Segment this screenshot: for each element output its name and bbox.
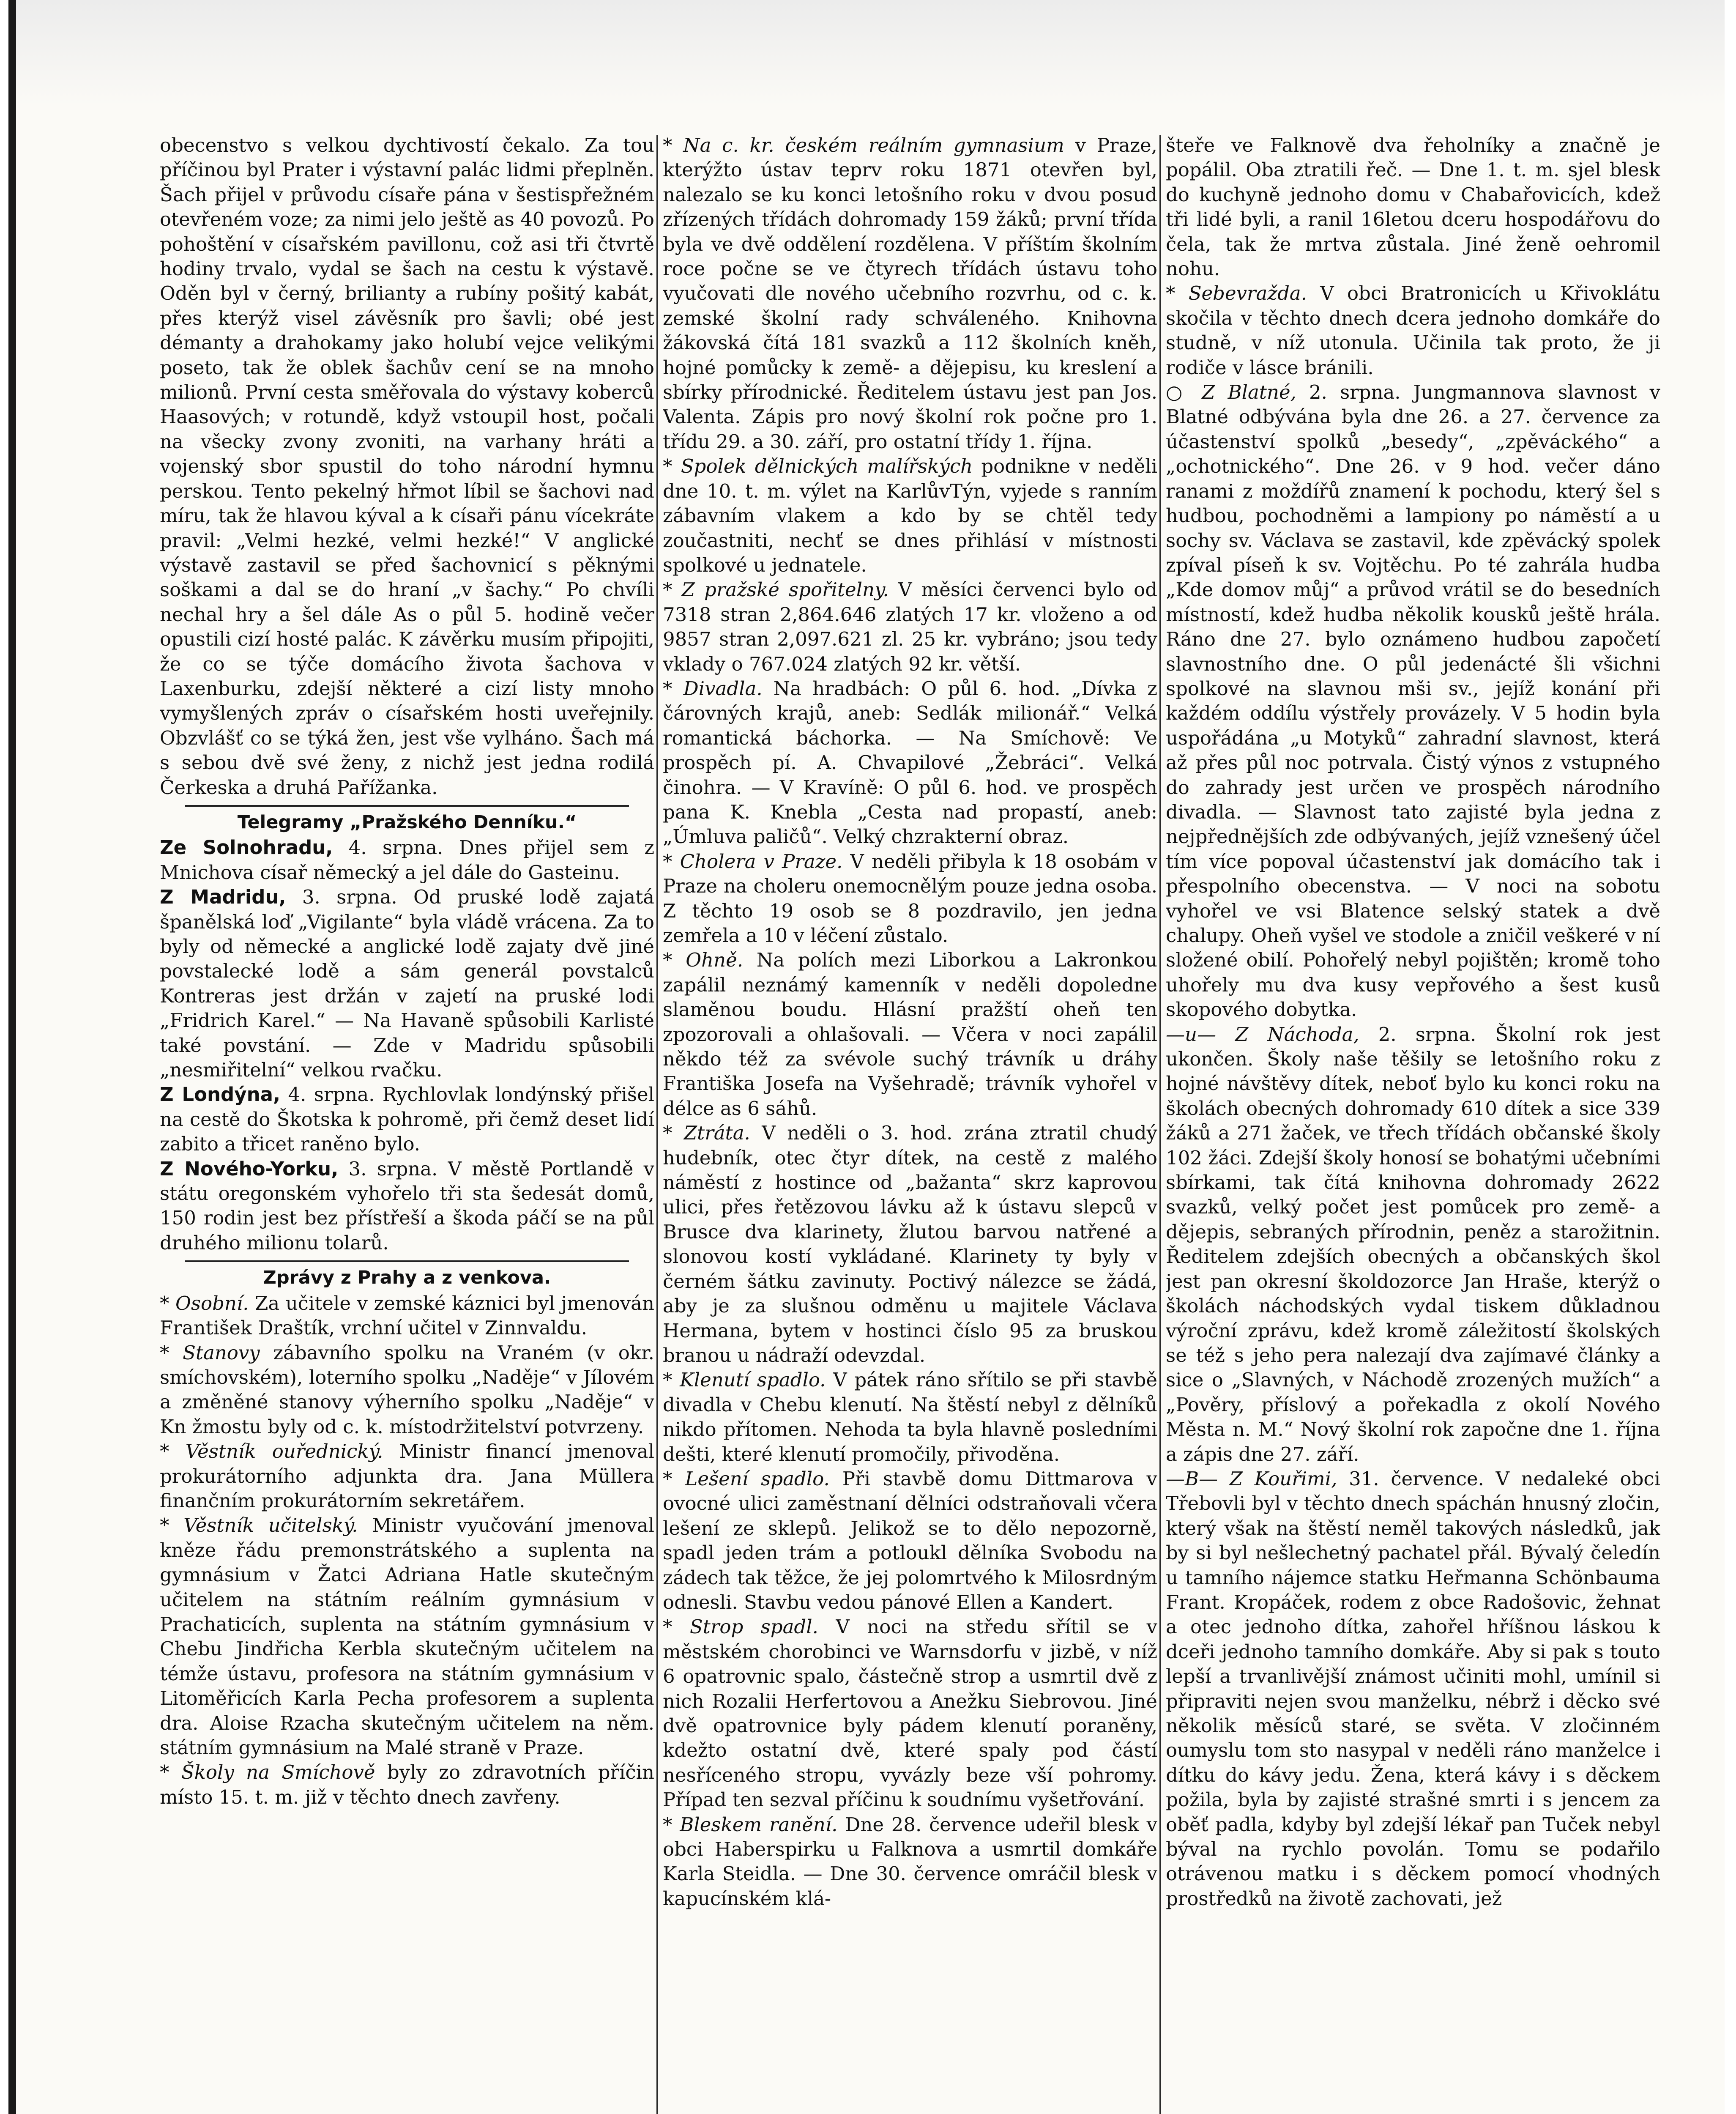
column-rule: [1159, 135, 1161, 2114]
telegram-place: Z Londýna,: [160, 1083, 281, 1106]
news-text: Na polích mezi Liborkou a Lakronkou zapálil neznámý kamenník v neděli dopoledne slaměnou boudu. Hlásní pražští oheň ten zpozorovali a ohlašovali. — Včera v noci zapálil někdo též za svévole suchý trávník u dráhy Františka Josefa na Vyšehradě; trávník vyhořel v délce as 6 sáhů.: [663, 949, 1157, 1120]
news-item: [1166, 1022, 1660, 1467]
news-item: [663, 1368, 1157, 1467]
news-text: V neděli přibyla k 18 osobám v Praze na choleru onemocnělým pouze jedna osoba. Z těchto 19 osob se 8 pozdravilo, jen jedna zemřela a 10 v léčení zůstalo.: [663, 850, 1157, 947]
news-item: [663, 1121, 1157, 1368]
news-lead: * Klenutí spadlo.: [663, 1369, 826, 1391]
telegram-section-heading: Telegramy „Pražského Denníku.“: [237, 811, 577, 833]
news-item: [663, 1467, 1157, 1615]
news-item: [160, 1760, 654, 1810]
news-lead: * Na c. kr. českém reálním gymnasium: [663, 134, 1064, 156]
news-text: v Praze, kterýžto ústav teprv roku 1871 otevřen byl, nalezalo se ku konci letošního roku v dvou posud zřízených třídách dohromady 159 žáků; první třída byla ve dvě oddělení rozdělena. V příštím školním roce počne se ve čtyrech třídách ústavu toho vyučovati dle nového učebního rozvrhu, od c. k. zemské školní rady schváleného. Knihovna žákovská čítá 181 svazků a 112 školních kněh, hojné pomůcky k země- a dějepisu, ku kreslení a sbírky přírodnické. Ředitelem ústavu jest pan Jos. Valenta. Zápis pro nový školní rok počne pro 1. třídu 29. a 30. září, pro ostatní třídy 1. října.: [663, 134, 1157, 453]
news-text: Za učitele v zemské káznici byl jmenován František Draštík, vrchní učitel v Zinnvaldu.: [160, 1292, 654, 1339]
news-lead: * Stanovy: [160, 1341, 260, 1364]
news-item: [160, 1439, 654, 1513]
news-lead: * Věstník učitelský.: [160, 1514, 358, 1537]
news-text: V pátek ráno sřítilo se při stavbě divadla v Chebu klenutí. Na štěstí nebyl z dělníků nikdo přítomen. Nehoda ta byla hlavně posledními dešti, které klenutí promočily, přivoděna.: [663, 1369, 1157, 1465]
telegram-text: 4. srpna. Dnes přijel sem z Mnichova císař německý a jel dále do Gasteinu.: [160, 836, 654, 884]
news-lead: * Strop spadl.: [663, 1616, 818, 1638]
news-item: [663, 1615, 1157, 1812]
news-lead: * Spolek dělnických malířských: [663, 455, 973, 478]
news-lead: * Věstník ouřednický.: [160, 1440, 383, 1463]
news-lead: * Ztráta.: [663, 1122, 750, 1145]
news-lead: —B— Z Kouřimi,: [1166, 1467, 1337, 1490]
news-item: [160, 1341, 654, 1440]
news-text: Na hradbách: O půl 6. hod. „Dívka z čárovných krajů, aneb: Sedlák milionář.“ Velká romantická báchorka. — Na Smíchově: Ve prospěch pí. A. Chvapilové „Žebráci“. Velká činohra. — V Kravíně: O půl 6. hod. ve prospěch pana K. Knebla „Cesta nad propastí, aneb: „Úmluva paličů“. Velký chzrakterní obraz.: [663, 677, 1157, 848]
news-item: [663, 948, 1157, 1121]
column-2: [663, 133, 1157, 2114]
news-text: byly zo zdravotních příčin místo 15. t. m. již v těchto dnech zavřeny.: [160, 1761, 654, 1808]
news-text: 2. srpna. Školní rok jest ukončen. Školy naše těšily se letošního roku z hojné návštěvy dítek, neboť bylo ku konci roku na školách obecných dohromady 610 dítek a sice 339 žáků a 271 žaček, ve třech třídách občanské školy 102 žáci. Zdejší školy honosí se bohatými učebními sbírkami, tak čítá knihovna dohromady 2622 svazků, velký počet jest pomůcek pro země- a dějepis, sebraných přírodnin, peněz a starožitnin. Ředitelem zdejších obecných a občanských škol jest pan okresní školdozorce Jan Hraše, kterýž o školách náchodských vydal tiskem důkladnou výroční zprávu, kdež kromě záležitostí školských se též s jeho pera nalezají dva zajímavé články a sice o „Slavných, v Náchodě zrozených mužích“ a „Pověry, příslový a pořekadla z okolí Nového Města n. M.“ Nový školní rok započne dne 1. října a zápis dne 27. září.: [1166, 1023, 1660, 1465]
news-item: [663, 454, 1157, 578]
news-item: [1166, 281, 1660, 380]
news-lead: ○ Z Blatné,: [1166, 381, 1296, 404]
news-text: Ministr financí jmenoval prokurátorního adjunkta dra. Jana Müllera finančním prokurátorním sekretářem.: [160, 1440, 654, 1512]
page-top-margin: [16, 0, 1725, 106]
column-3: [1166, 133, 1660, 2114]
telegram-place: Z Nového-Yorku,: [160, 1157, 339, 1180]
news-lead: * Osobní.: [160, 1292, 249, 1314]
news-text: V obci Bratronicích u Křivoklátu skočila v těchto dnech dcera jednoho domkáře do studně, v níž utonula. Učinila tak proto, že ji rodiče v lásce bránili.: [1166, 282, 1660, 379]
news-item: [663, 1813, 1157, 1911]
news-text: V noci na středu sřítil se v městském chorobinci ve Warnsdorfu v jizbě, v níž 6 opatrovnic spalo, částečně strop a usmrtil dvě z nich Rozalii Herfertovou a Anežku Siebrovou. Jiné dvě opatrovnice byly pádem klenutí poraněny, kdežto ostatní dvě, které spaly pod částí nesříceného stropu, vyvázly beze vší pohromy. Případ ten sezval příčinu k soudnímu vyšetřování.: [663, 1616, 1157, 1811]
telegram-place: Z Madridu,: [160, 886, 286, 909]
column-rule: [656, 135, 658, 2114]
news-item: [160, 1513, 654, 1760]
newspaper-page: [8, 0, 1725, 2114]
news-text: podnikne v neděli dne 10. t. m. výlet na KarlůvTýn, vyjede s ranním zábavním vlakem a kdo by se chtěl tedy zoučastniti, nechť se dnes přihlásí v místnosti spolkové u jednatele.: [663, 455, 1157, 576]
news-item: [663, 133, 1157, 454]
news-item: [663, 849, 1157, 948]
news-text: zábavního spolku na Vraném (v okr. smíchovském), loterního spolku „Naděje“ v Jílovém a změněné stanovy výherního spolku „Naděje“ v Kn žmostu byly od c. k. místodržitelství potvrzeny.: [160, 1341, 654, 1438]
news-lead: * Z pražské spořitelny.: [663, 578, 889, 601]
news-item: [663, 676, 1157, 849]
article-shah-visit: obecenstvo s velkou dychtivostí čekalo. Za tou příčinou byl Prater i výstavní palác lidmi přeplněn. Šach přijel v průvodu císaře pána v šestispřežném otevřeném voze; za nimi jelo ještě as 40 povozů. Po pohoštění v císařském pavillonu, což asi tři čtvrtě hodiny trvalo, vydal se šach na cestu k výstavě. Oděn byl v černý, brilianty a rubíny pošitý kabát, přes kterýž visel závěsník pro šavli; obé jest démanty a drahokamy jako holubí vejce velikými poseto, tak že oblek šachův cení se na mnoho milionů. První cesta směřovala do výstavy koberců Haasových; v rotundě, když vstoupil host, počali na všecky zvony zvoniti, na varhany hráti a vojenský sbor spustil do toho národní hymnu perskou. Tento pekelný hřmot líbil se šachovi nad míru, tak že hlavou kýval a k císaři pánu vícekráte pravil: „Velmi hezké, velmi hezké!“ V anglické výstavě zastavil se před šachovnicí s pěknými soškami a dal se do hraní „v šachy.“ Po chvíli nechal hry a šel dále As o půl 5. hodině večer opustili cizí hosté palác. K závěrku musím připojiti, že co se týče domácího života šachova v Laxenburku, zdejší některé a cizí listy mnoho vymyšlených zpráv o císařském hosti uveřejnily. Obzvlášť co se týká žen, jest vše vylháno. Šach má s sebou dvě své ženy, z nichž jest jedna rodilá Čerkeska a druhá Pařížanka.: [160, 134, 654, 799]
news-lead: * Lešení spadlo.: [663, 1467, 830, 1490]
news-lead: * Sebevražda.: [1166, 282, 1307, 305]
news-lead: * Školy na Smíchově: [160, 1761, 375, 1784]
news-item: šteře ve Falknově dva řeholníky a značně je popálil. Oba ztratili řeč. — Dne 1. t. m. sjel blesk do kuchyně jednoho domu v Chabařovicích, kdež tři lidé byli, a ranil 16letou dceru hospodářovu do čela, tak že mrtva zůstala. Jiné ženě oehromil nohu.: [1166, 134, 1660, 280]
telegram-item: [160, 1157, 654, 1256]
news-text: V neděli o 3. hod. zrána ztratil chudý hudebník, otec čtyr dítek, na cestě z malého náměstí z hostince od „bažanta“ skrz kaprovou ulici, přes řetězovou lávku až k ústavu slepců v Brusce dva klarinety, žlutou barvou natřené a slonovou kostí vykládané. Klarinety ty byly v černém šátku zavinuty. Poctivý nálezce se žádá, aby je za slušnou odměnu u majitele Václava Hermana, bytem v hostinci číslo 95 za bruskou branou u nádraží odevzdal.: [663, 1122, 1157, 1366]
section-divider: [185, 805, 629, 807]
news-text: V měsíci červenci bylo od 7318 stran 2,864.646 zlatých 17 kr. vloženo a od 9857 stran 2,097.621 zl. 25 kr. vybráno; jsou tedy vklady o 767.024 zlatých 92 kr. větší.: [663, 578, 1157, 675]
news-lead: * Divadla.: [663, 677, 763, 700]
news-section-heading: Zprávy z Prahy a z venkova.: [263, 1267, 551, 1289]
news-lead: * Cholera v Praze.: [663, 850, 843, 873]
news-item: [160, 1291, 654, 1341]
telegram-text: 4. srpna. Rychlovlak londýnský přišel na cestě do Škotska k pohromě, při čemž deset lidí zabito a třicet raněno bylo.: [160, 1083, 654, 1156]
news-item: [1166, 1467, 1660, 1911]
column-1: [160, 133, 654, 2114]
news-lead: —u— Z Náchoda,: [1166, 1023, 1359, 1046]
news-lead: * Bleskem ranění.: [663, 1813, 838, 1836]
news-text: Ministr vyučování jmenoval kněze řádu premonstrátského a suplenta na gymnásium v Žatci Adriana Hatle skutečným učitelem na státním reálním gymnásium v Prachaticích, suplenta na státním gymnásium v Chebu Jindřicha Kerbla skutečným učitelem na témže ústavu, profesora na státním gymnásium v Litoměřicích Karla Pecha profesorem a suplenta dra. Aloise Rzacha skutečným učitelem na něm. státním gymnásium na Malé straně v Praze.: [160, 1514, 654, 1759]
news-text: 31. července. V nedaleké obci Třebovli byl v těchto dnech spáchán hnusný zločin, který však na štěstí neměl takových následků, jak by si byl nešlechetný pachatel přál. Bývalý čeledín u tamního nájemce statku Heřmanna Schönbauma Frant. Kropáček, rodem z obce Radošovic, žehnat a otec jednoho dítka, zahořel hříšnou láskou k dceři jednoho tamního domkáře. Aby si pak s touto lepší a trvanlivější známost učiniti mohl, umínil si připraviti nejen svou manželku, nébrž i děcko své několik měsíců staré, se světa. V zločinném oumyslu tom sto nasypal v neděli ráno manželce i dítku do kávy jedu. Žena, která kávy i s děckem požila, byla by zajisté strašné smrti i s jencem za oběť padla, kdyby byl zdejší lékař pan Tuček nebyl býval na rychlo povolán. Tomu se podařilo otrávenou matku i s děckem pomocí vhodných prostředků na životě zachovati, jež: [1166, 1467, 1660, 1910]
news-item: [1166, 380, 1660, 1022]
telegram-item: [160, 885, 654, 1082]
telegram-text: 3. srpna. Od pruské lodě zajatá španělská loď „Vigilante“ byla vládě vrácena. Za to byly od německé a anglické lodě zajaty dvě jiné povstalecké lodě a sám generál povstalců Kontreras jest držán v zajetí na pruské lodi „Fridrich Karel.“ — Na Havaně spůsobili Karlisté také povstání. — Zde v Madridu spůsobili „nesmiřitelní“ velkou rvačku.: [160, 886, 654, 1082]
news-item: [663, 578, 1157, 676]
news-text: Dne 28. července udeřil blesk v obci Haberspirku u Falknova a usmrtil domkáře Karla Steidla. — Dne 30. července omráčil blesk v kapucínském klá-: [663, 1813, 1157, 1910]
news-text: Při stavbě domu Dittmarova v ovocné ulici zaměstnaní dělníci odstraňovali včera lešení ze sklepů. Jelikož se to dělo nepozorně, spadl jeden trám a potloukl dělníka Svobodu na zádech tak těžce, že jej polomrtvého k Milosrdným odnesli. Stavbu vedou pánové Ellen a Kandert.: [663, 1467, 1157, 1613]
news-text: 2. srpna. Jungmannova slavnost v Blatné odbývána byla dne 26. a 27. července za účastenství spolků „besedy“, „zpěváckého“ a „ochotnického“. Dne 26. v 9 hod. večer dáno ranami z moždířů znamení k pochodu, který šel s hudbou, pochodněmi a lampiony po náměstí a u sochy sv. Václava se zastavil, kde zpěvácký spolek zpíval píseň k sv. Vojtěchu. Po té zahrála hudba „Kde domov můj“ a průvod vrátil se do besedních místností, kdež hudba několik kousků ještě hrála. Ráno dne 27. bylo oznámeno hudbou započetí slavnostního dne. O půl jedenácté šli všichni spolkové na slavnou mši sv., jejíž konání při každém oddílu výstřely provázely. V 5 hodin byla uspořádána „u Motyků“ zahradní slavnost, která až přes půl noc potrvala. Čistý výnos z vstupného do zahrady jest určen ve prospěch národního divadla. — Slavnost tato zajisté byla jedna z nejpřednějších zde odbývaných, jejíž vznešený účel tím více popoval účastenství jak domácího tak i přespolního obecenstva. — V noci na sobotu vyhořel ve vsi Blatence selský statek a dvě chalupy. Oheň vyšel ve stodole a zničil veškeré v ní složené obilí. Pohořelý nebyl pojištěn; kromě toho uhořely mu dva kusy vepřového a šest kusů skopového dobytka.: [1166, 381, 1660, 1021]
section-divider: [185, 1260, 629, 1262]
news-lead: * Ohně.: [663, 949, 744, 972]
telegram-place: Ze Solnohradu,: [160, 836, 333, 859]
telegram-item: [160, 1082, 654, 1156]
telegram-text: 3. srpna. V městě Portlandě v státu oregonském vyhořelo tři sta šedesát domů, 150 rodin jest bez přístřeší a škoda páčí se na půl druhého milionu tolarů.: [160, 1157, 654, 1254]
telegram-item: [160, 835, 654, 885]
